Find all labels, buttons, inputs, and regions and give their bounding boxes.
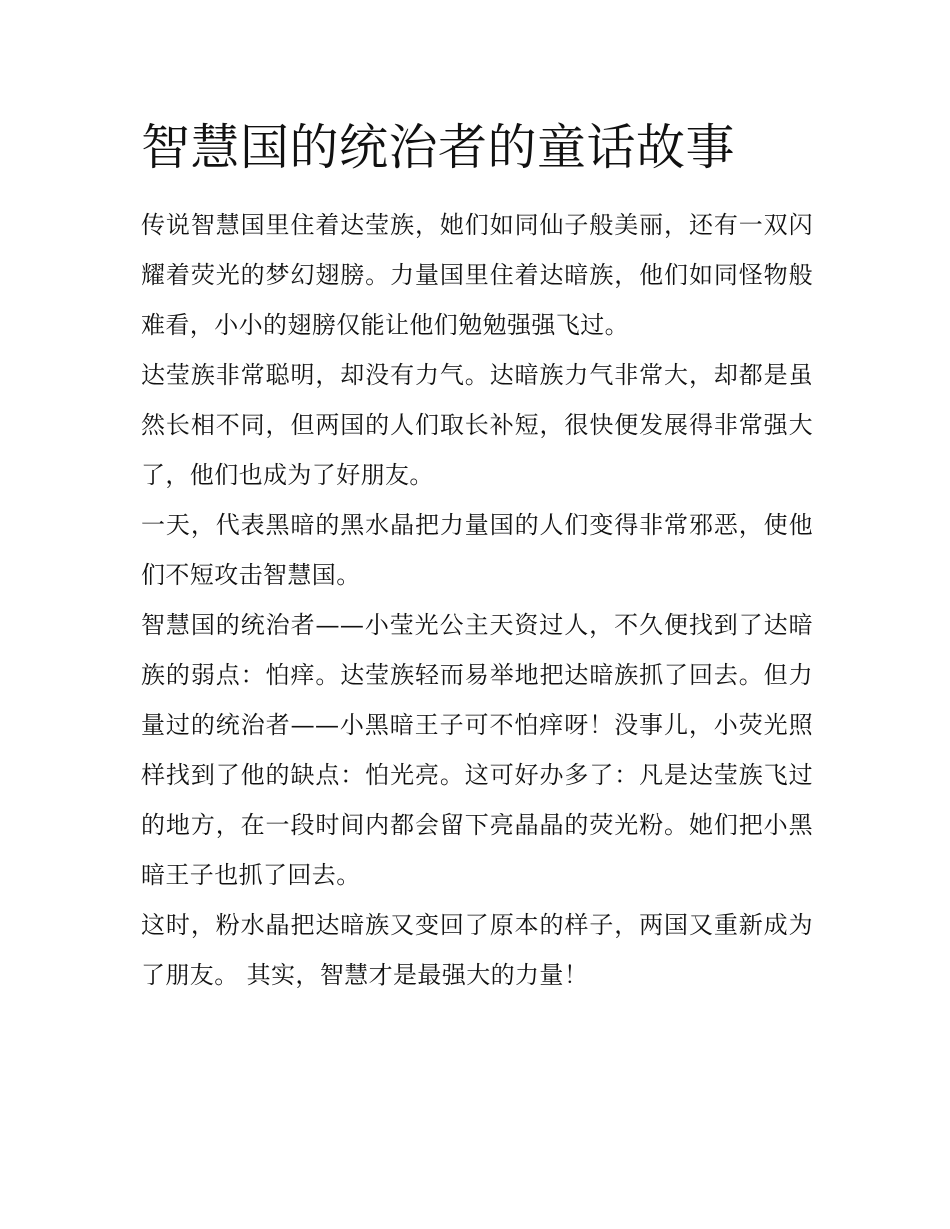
document-page xyxy=(141,118,813,1000)
paragraph-3: 一天，代表黑暗的黑水晶把力量国的人们变得非常邪恶，使他们不短攻击智慧国。 xyxy=(141,511,813,589)
paragraph-1: 传说智慧国里住着达莹族，她们如同仙子般美丽，还有一双闪耀着荧光的梦幻翅膀。力量国里住着达暗族，他们如同怪物般难看，小小的翅膀仅能让他们勉勉强强飞过。 xyxy=(141,211,813,339)
paragraph-4: 智慧国的统治者——小莹光公主天资过人，不久便找到了达暗族的弱点：怕痒。达莹族轻而易举地把达暗族抓了回去。但力量过的统治者——小黑暗王子可不怕痒呀！没事儿，小荧光照样找到了他的缺点：怕光亮。这可好办多了：凡是达莹族飞过的地方，在一段时间内都会留下亮晶晶的荧光粉。她们把小黑暗王子也抓了回去。 xyxy=(141,611,813,889)
paragraph-2: 达莹族非常聪明，却没有力气。达暗族力气非常大，却都是虽然长相不同，但两国的人们取长补短，很快便发展得非常强大了，他们也成为了好朋友。 xyxy=(141,361,813,489)
paragraph-5: 这时，粉水晶把达暗族又变回了原本的样子，两国又重新成为了朋友。 其实，智慧才是最强大的力量！ xyxy=(141,911,813,989)
document-title: 智慧国的统治者的童话故事 xyxy=(141,119,736,176)
